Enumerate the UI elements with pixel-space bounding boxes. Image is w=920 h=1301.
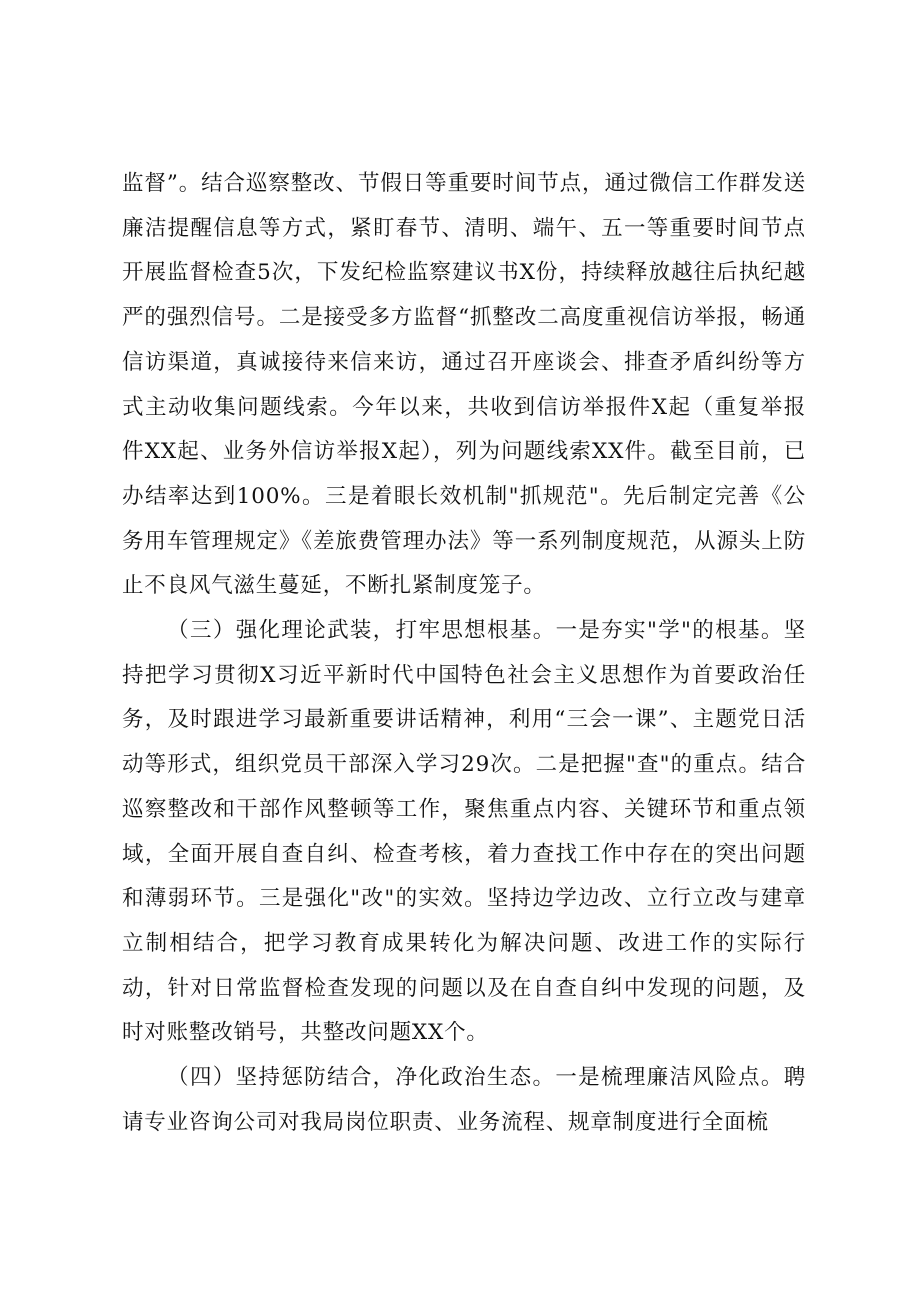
paragraph-supervision-continued: 监督”。结合巡察整改、节假日等重要时间节点，通过微信工作群发送廉洁提醒信息等方式，紧盯春节、清明、端午、五一等重要时间节点开展监督检查5次，下发纪检监察建议书X份，持续释放越往后执纪越严的强烈信号。二是接受多方监督“抓整改二高度重视信访举报，畅通信访渠道，真诚接待来信来访，通过召开座谈会、排查矛盾纠纷等方式主动收集问题线索。今年以来，共收到信访举报件X起（重复举报件XX起、业务外信访举报X起），列为问题线索XX件。截至目前，已办结率达到100%。三是着眼长效机制"抓规范"。先后制定完善《公务用车管理规定》《差旅费管理办法》等一系列制度规范，从源头上防止不良风气滋生蔓延，不断扎紧制度笼子。 bbox=[122, 171, 806, 599]
paragraph-punishment-prevention: （四）坚持惩防结合，净化政治生态。一是梳理廉洁风险点。聘请专业咨询公司对我局岗位职责、业务流程、规章制度进行全面梳 bbox=[122, 1065, 806, 1135]
document-body bbox=[122, 162, 806, 1145]
paragraph-theory-arming: （三）强化理论武装，打牢思想根基。一是夯实"学"的根基。坚持把学习贯彻X习近平新时代中国特色社会主义思想作为首要政治任务，及时跟进学习最新重要讲话精神，利用“三会一课”、主题党日活动等形式，组织党员干部深入学习29次。二是把握"查"的重点。结合巡察整改和干部作风整顿等工作，聚焦重点内容、关键环节和重点领域，全面开展自查自纠、检查考核，着力查找工作中存在的突出问题和薄弱环节。三是强化"改"的实效。坚持边学边改、立行立改与建章立制相结合，把学习教育成果转化为解决问题、改进工作的实际行动，针对日常监督检查发现的问题以及在自查自纠中发现的问题，及时对账整改销号，共整改问题XX个。 bbox=[122, 618, 806, 1046]
